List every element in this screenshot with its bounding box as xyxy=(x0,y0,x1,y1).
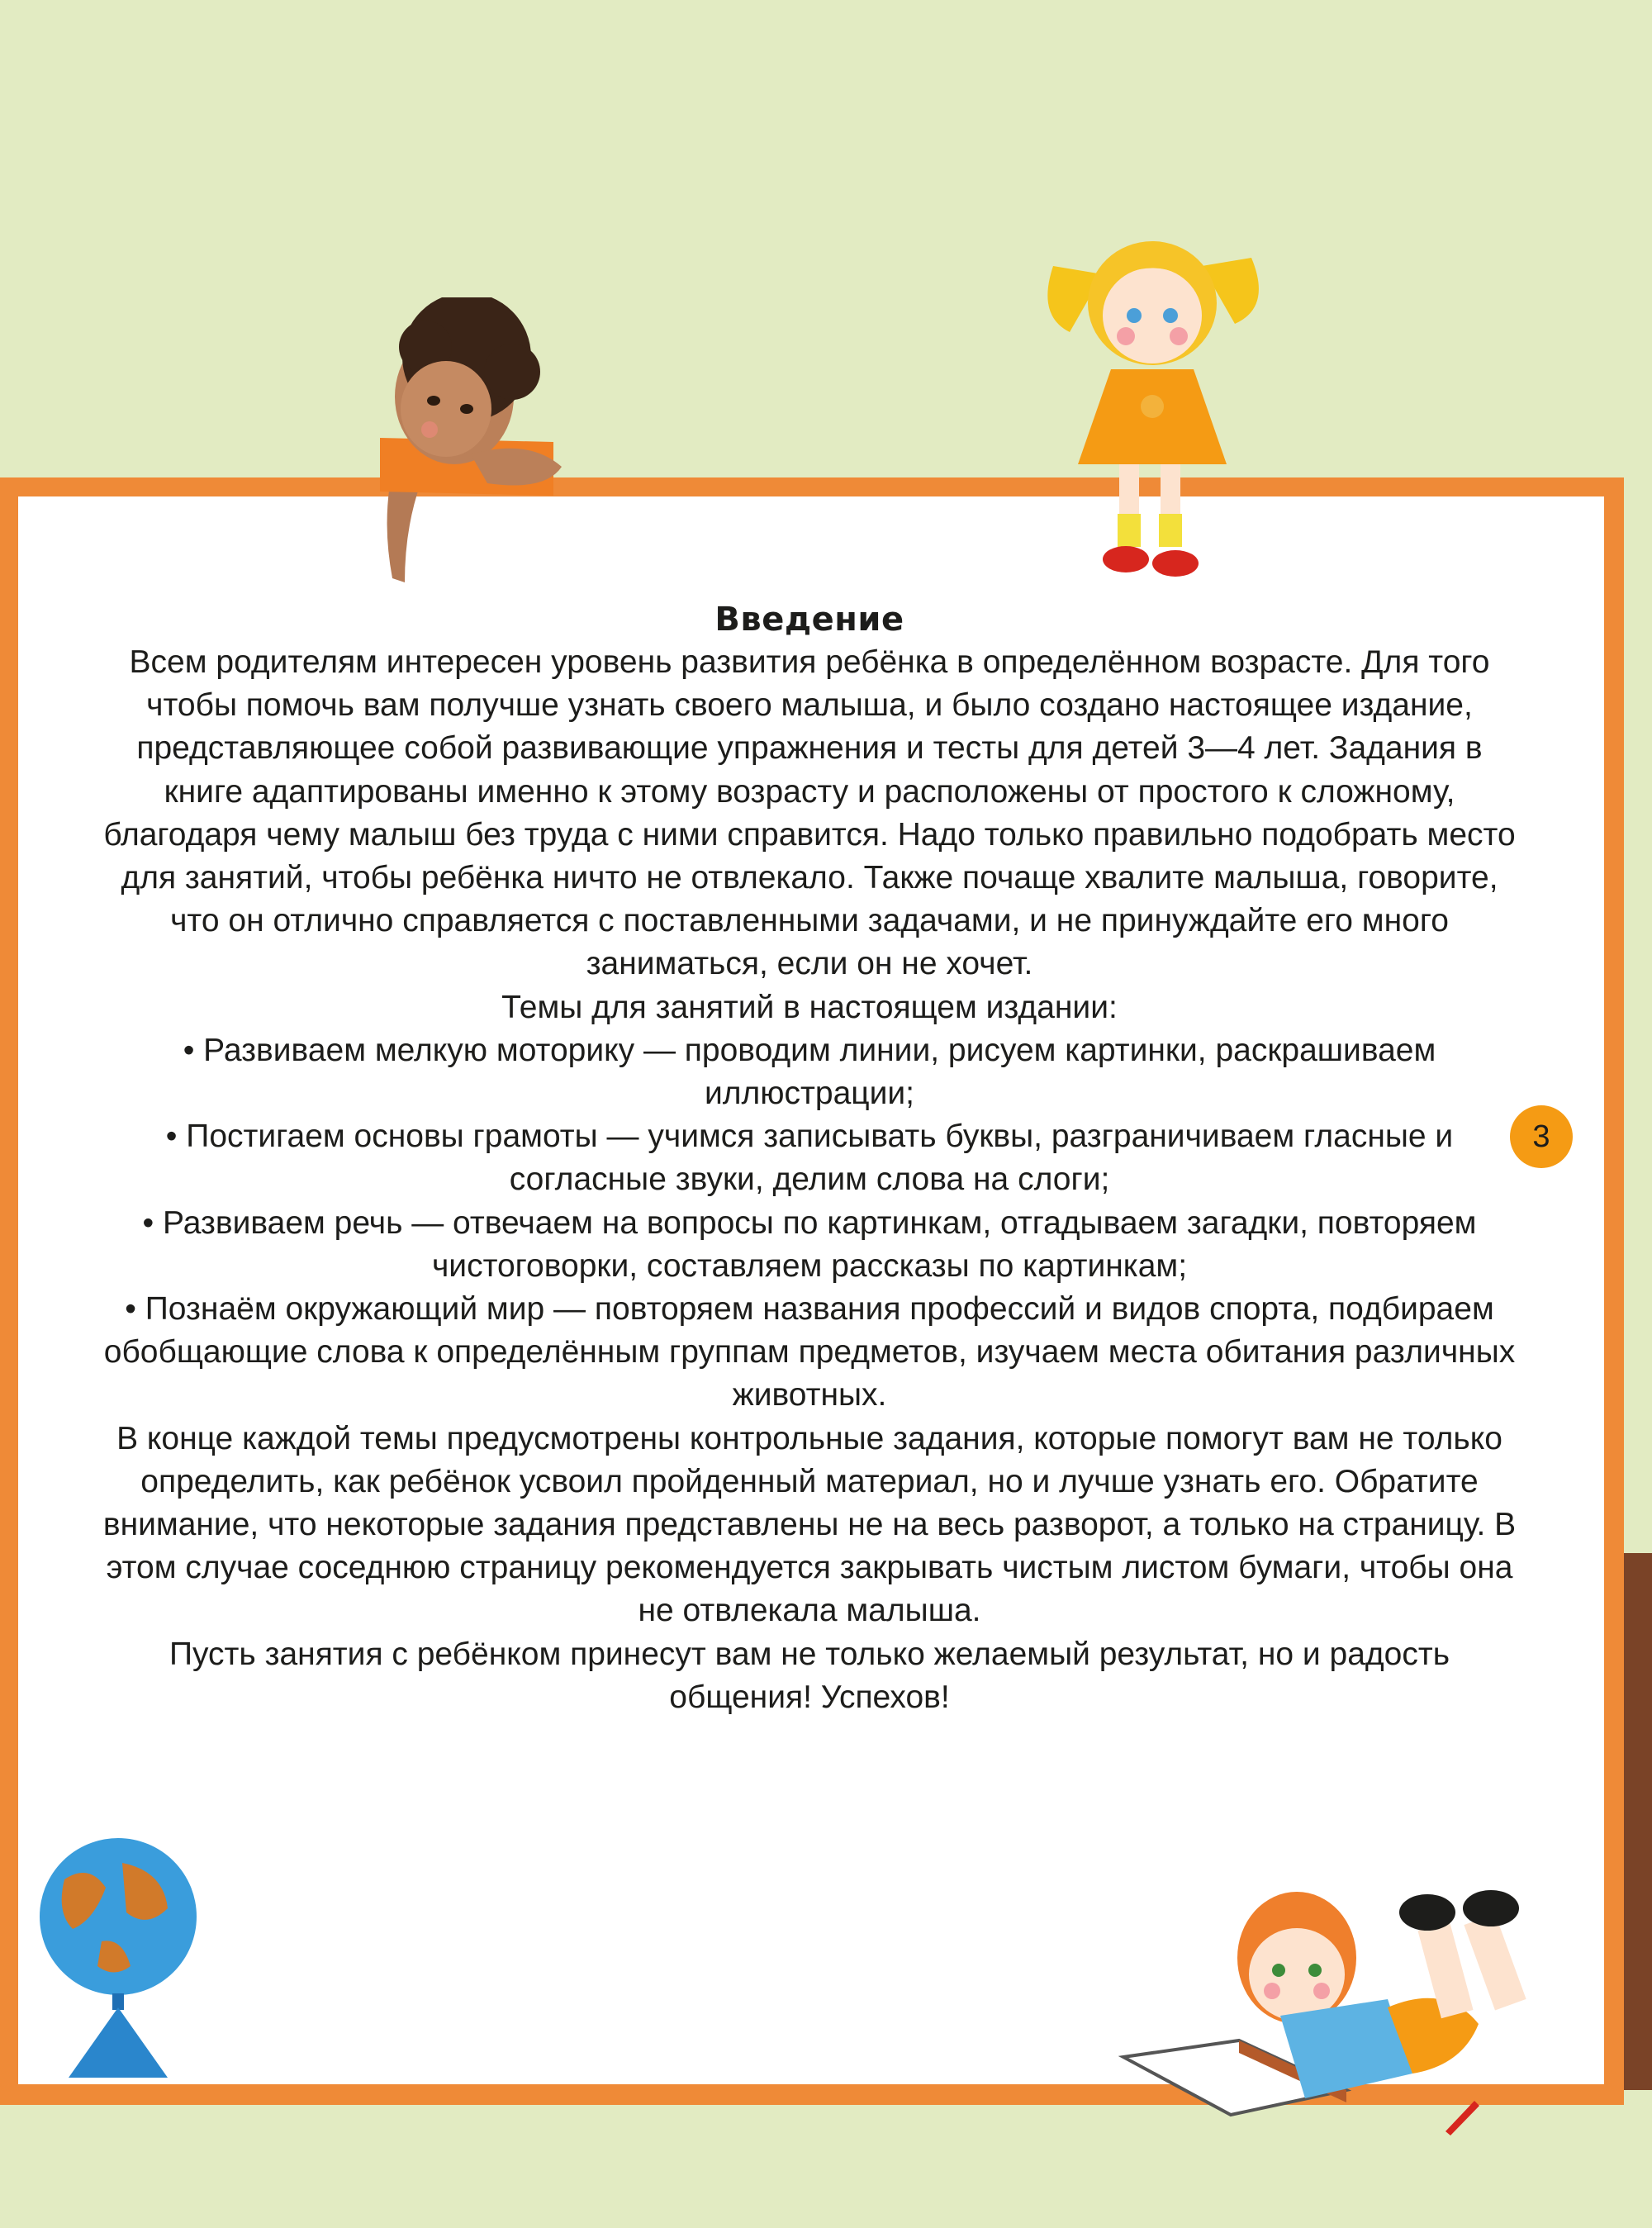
bookcase-edge xyxy=(1624,1553,1652,2090)
boy-reading-illustration xyxy=(1115,1850,1578,2140)
topics-heading: Темы для занятий в настоящем издании: xyxy=(501,989,1118,1025)
topic-item: • Развиваем мелкую моторику — проводим линии, рисуем картинки, раскрашиваем иллюстрации; xyxy=(183,1032,1436,1112)
topic-item: • Познаём окружающий мир — повторяем названия профессий и видов спорта, подбираем обобщающие слова к определённым группам предметов, изучаем места обитания различных животных. xyxy=(103,1291,1516,1413)
pencil-illustration xyxy=(1441,2094,1483,2135)
globe-illustration xyxy=(31,1830,205,2086)
introduction-text xyxy=(99,596,1520,1719)
girl-sitting-illustration xyxy=(1037,216,1268,613)
topic-item: • Постигаем основы грамоты — учимся записывать буквы, разграничиваем гласные и согласные звуки, делим слова на слоги; xyxy=(165,1119,1454,1198)
boy-leaning-illustration xyxy=(347,297,578,595)
control-tasks-paragraph: В конце каждой темы предусмотрены контрольные задания, которые помогут вам не только определить, как ребёнок усвоил пройденный материал, но и лучше узнать его. Обратите внимание, что некоторые задания представлены не на весь разворот, а только на страницу. В этом случае соседнюю страницу рекомендуется закрывать чистым листом бумаги, чтобы она не отвлекала малыша. xyxy=(102,1420,1517,1629)
topic-item: • Развиваем речь — отвечаем на вопросы по картинкам, отгадываем загадки, повторяем чистоговорки, составляем рассказы по картинкам; xyxy=(142,1204,1477,1284)
closing-paragraph: Пусть занятия с ребёнком принесут вам не только желаемый результат, но и радость общения! Успехов! xyxy=(169,1636,1450,1715)
intro-paragraph: Всем родителям интересен уровень развития ребёнка в определённом возрасте. Для того чтобы помочь вам получше узнать своего малыша, и было создано настоящее издание, представляющее собой развивающие упражнения и тесты для детей 3—4 лет. Задания в книге адаптированы именно к этому возрасту и расположены от простого к сложному, благодаря чему малыш без труда с ними справится. Надо только правильно подобрать место для занятий, чтобы ребёнка ничто не отвлекало. Также почаще хвалите малыша, говорите, что он отлично справляется с поставленными задачами, и не принуждайте его много заниматься, если он не хочет. xyxy=(103,644,1516,982)
page-title: Введение xyxy=(714,601,904,639)
page-number-badge: 3 xyxy=(1510,1105,1573,1168)
